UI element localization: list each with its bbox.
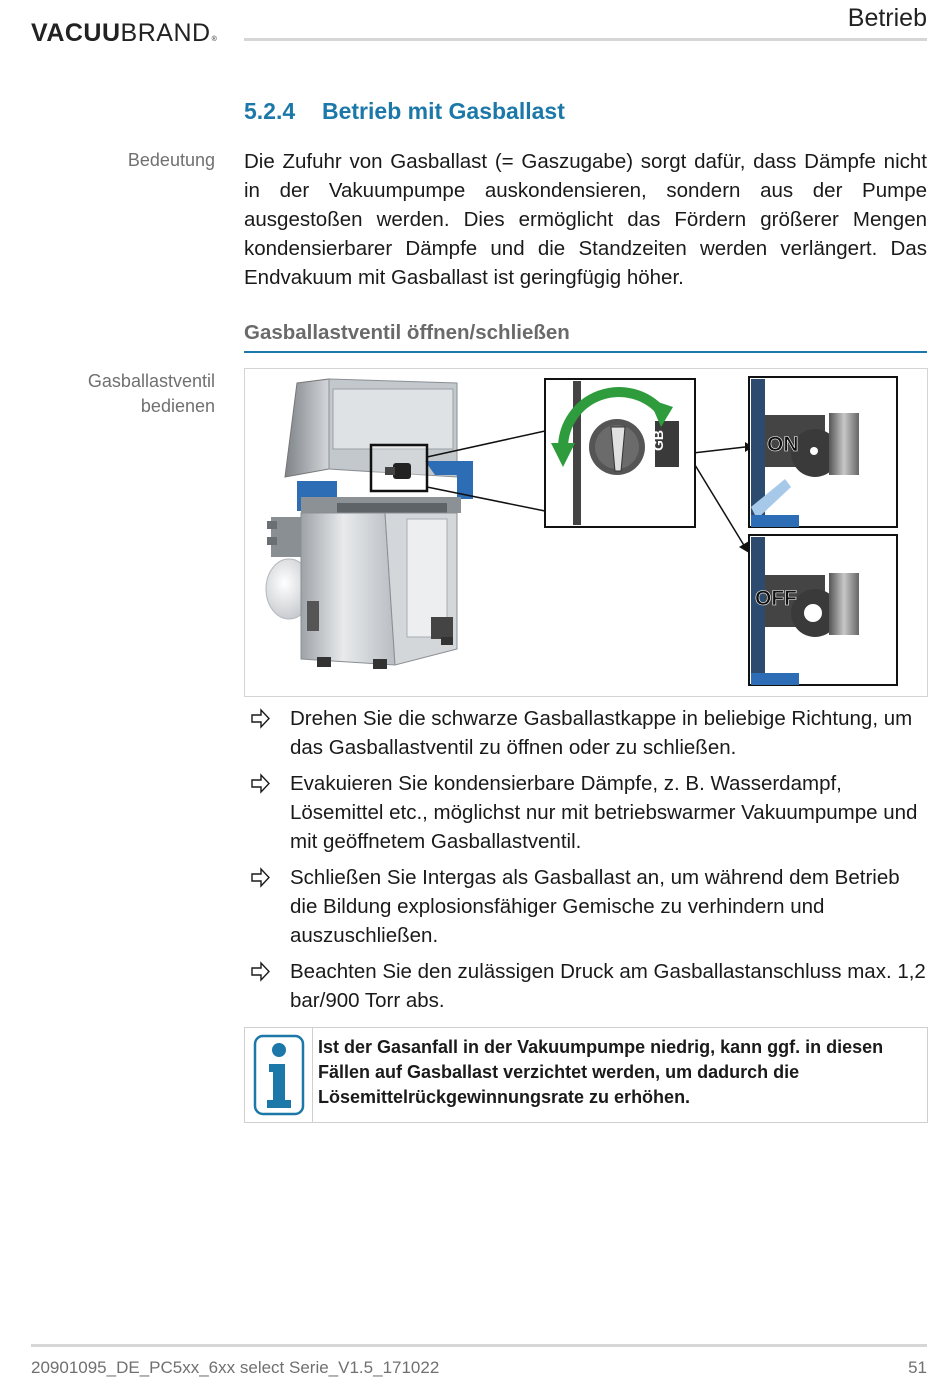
document-id: 20901095_DE_PC5xx_6xx select Serie_V1.5_171022 (31, 1358, 440, 1377)
list-item (244, 863, 927, 950)
chapter-title: Betrieb (847, 4, 927, 32)
registered-mark: ® (211, 36, 218, 43)
side-label-operation (88, 369, 215, 419)
arrow-right-icon (250, 957, 272, 986)
section-heading (244, 98, 565, 125)
valve-zoom-detail (545, 379, 695, 527)
valve-on-detail (749, 377, 897, 527)
meaning-paragraph: Die Zufuhr von Gasballast (= Gaszugabe) sorgt dafür, dass Dämpfe nicht in der Vakuumpumpe auskondensieren, sondern aus der Pumpe ausgestoßen werden. Dies ermöglicht das Fördern größerer Mengen kondensierbarer Dämpfe und die Standzeiten werden verlängert. Das Endvakuum mit Gasballast ist geringfügig höher. (244, 150, 927, 289)
step-text: Schließen Sie Intergas als Gasballast an, um während dem Betrieb die Bildung explosionsfähiger Gemische zu verhindern und auszuschließen. (290, 866, 900, 947)
list-item (244, 769, 927, 856)
valve-off-detail (749, 535, 897, 685)
step-text: Drehen Sie die schwarze Gasballastkappe in beliebige Richtung, um das Gasballastventil zu öffnen oder zu schließen. (290, 707, 913, 759)
info-icon-cell (245, 1028, 313, 1122)
header-rule (244, 38, 927, 41)
arrow-right-icon (250, 704, 272, 733)
off-label: OFF (755, 587, 797, 610)
figure-illustration (245, 369, 927, 696)
list-item (244, 704, 927, 762)
side-label-line-1: Gasballastventil (87, 371, 215, 391)
note-text: Ist der Gasanfall in der Vakuumpumpe niedrig, kann ggf. in diesen Fällen auf Gasballast verzichtet werden, um dadurch die Lösemittelrückgewinnungsrate zu erhöhen. (318, 1037, 884, 1107)
step-text: Evakuieren Sie kondensierbare Dämpfe, z. B. Wasserdampf, Lösemittel etc., möglichst nur mit betriebswarmer Vakuumpumpe und mit geöffnetem Gasballastventil. (290, 772, 918, 853)
subheading-rule (244, 351, 927, 353)
brand-logo (31, 19, 217, 48)
brand-logo-light: BRAND (120, 19, 211, 47)
instruction-list (244, 704, 927, 1022)
page-number: 51 (908, 1358, 927, 1377)
brand-logo-bold: VACUU (31, 19, 121, 47)
info-note (244, 1027, 928, 1123)
section-number: 5.2.4 (244, 98, 296, 124)
list-item (244, 957, 927, 1015)
info-icon (245, 1028, 312, 1122)
step-text: Beachten Sie den zulässigen Druck am Gasballastanschluss max. 1,2 bar/900 Torr abs. (290, 960, 926, 1012)
on-label: ON (767, 433, 799, 456)
arrow-right-icon (250, 769, 272, 798)
footer-rule (31, 1344, 927, 1347)
side-label-meaning: Bedeutung (127, 150, 215, 170)
pump-illustration (266, 379, 473, 669)
side-label-line-2: bedienen (140, 396, 215, 416)
section-title: Betrieb mit Gasballast (322, 98, 565, 124)
gb-label: GB (650, 430, 666, 451)
gas-ballast-figure (244, 368, 928, 697)
arrow-right-icon (250, 863, 272, 892)
subheading: Gasballastventil öffnen/schließen (244, 321, 570, 344)
